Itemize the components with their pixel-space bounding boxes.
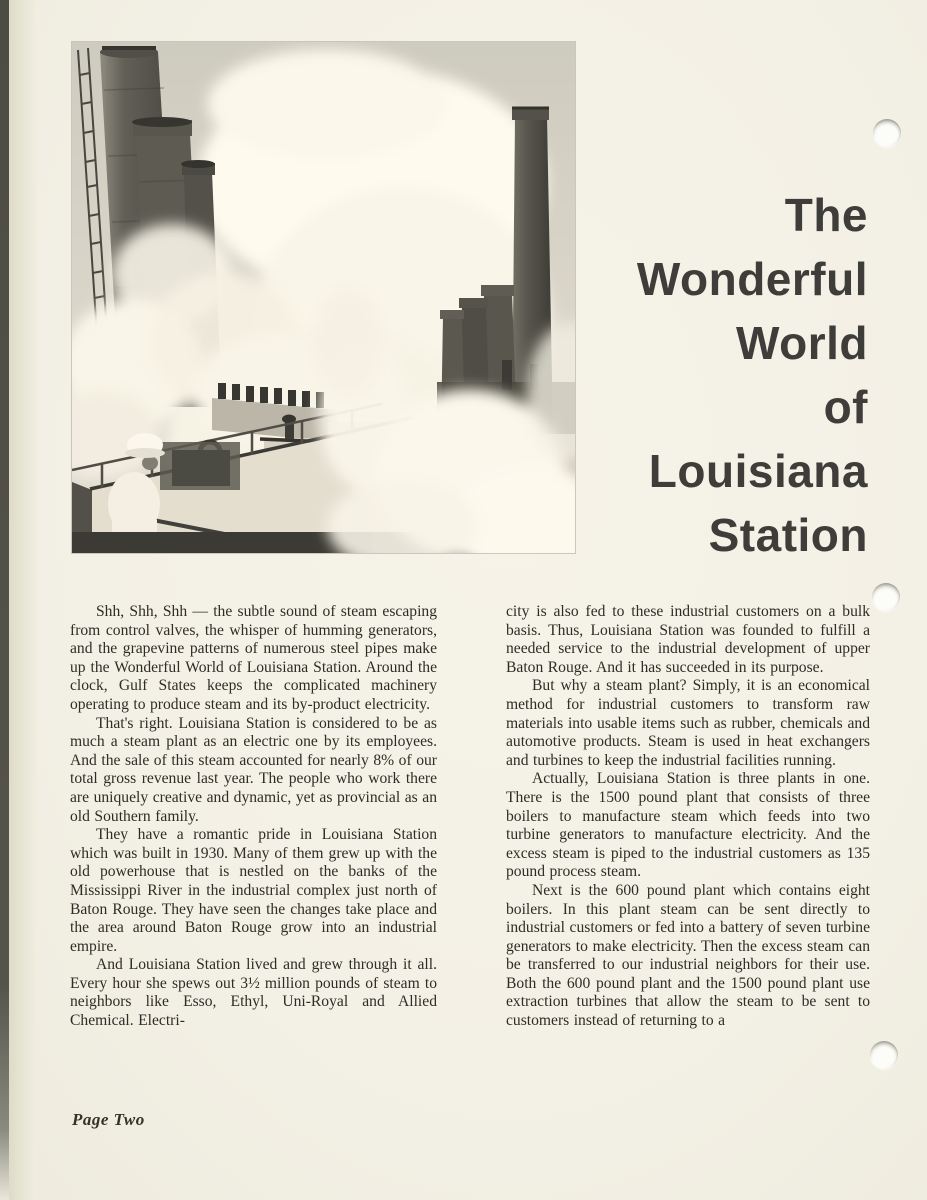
plant-photo — [72, 42, 575, 553]
left-text-column — [70, 603, 437, 1031]
punch-hole — [872, 583, 900, 611]
paragraph: Next is the 600 pound plant which contains eight boilers. In this plant steam can be sent directly to industrial customers or fed into a battery of seven turbine generators to make electricity. Then the excess steam can be transferred to our industrial neighbors for their use. Both the 600 pound plant and the 1500 pound plant use extraction turbines that allow the steam to be sent to customers instead of returning to a — [506, 881, 870, 1030]
title-line: Station — [708, 509, 868, 561]
paragraph: That's right. Louisiana Station is considered to be as much a steam plant as an electric one by its employees. And the sale of this steam accounted for nearly 8% of our total gross revenue last year. The people who work there are uniquely creative and dynamic, yet as provincial as an old Southern family. — [70, 714, 437, 825]
plant-photo-art — [72, 42, 575, 553]
title-line: World — [736, 317, 868, 369]
right-text-column — [506, 603, 870, 1031]
title-line: of — [823, 381, 868, 433]
paragraph: They have a romantic pride in Louisiana Station which was built in 1930. Many of them grew up with the old powerhouse that is nestled on the banks of the Mississippi River in the industrial complex just north of Baton Rouge. They have seen the changes take place and the area around Baton Rouge grow into an industrial empire. — [70, 826, 437, 955]
title-line: Wonderful — [636, 253, 868, 305]
title-line: Louisiana — [648, 445, 868, 497]
paragraph: Shh, Shh, Shh — the subtle sound of steam escaping from control valves, the whisper of humming generators, and the grapevine patterns of numerous steel pipes make up the Wonderful World of Louisiana Station. Around the clock, Gulf States keeps the complicated machinery operating to produce steam and its by-product electricity. — [70, 603, 437, 713]
paragraph: And Louisiana Station lived and grew through it all. Every hour she spews out 3½ million pounds of steam to neighbors like Esso, Ethyl, Uni-Royal and Allied Chemical. Electri- — [70, 956, 437, 1030]
page-title — [637, 183, 868, 567]
paragraph: Actually, Louisiana Station is three plants in one. There is the 1500 pound plant that consists of three boilers to manufacture steam which feeds into two turbine generators to manufacture electricity. And the excess steam is piped to the industrial customers as 135 pound process steam. — [506, 770, 870, 881]
scan-edge-margin — [9, 0, 37, 1200]
page-number: Page Two — [72, 1110, 145, 1129]
punch-hole — [870, 1041, 898, 1069]
title-line: The — [784, 189, 868, 241]
punch-hole — [873, 119, 901, 147]
paragraph: But why a steam plant? Simply, it is an economical method for industrial customers to transform raw materials into usable items such as rubber, chemicals and automotive products. Steam is used in heat exchangers and turbines to keep the industrial facilities running. — [506, 677, 870, 769]
paragraph: city is also fed to these industrial customers on a bulk basis. Thus, Louisiana Station was founded to fulfill a needed service to the industrial development of upper Baton Rouge. And it has succeeded in its purpose. — [506, 603, 870, 676]
scan-edge-shadow — [0, 0, 9, 1200]
